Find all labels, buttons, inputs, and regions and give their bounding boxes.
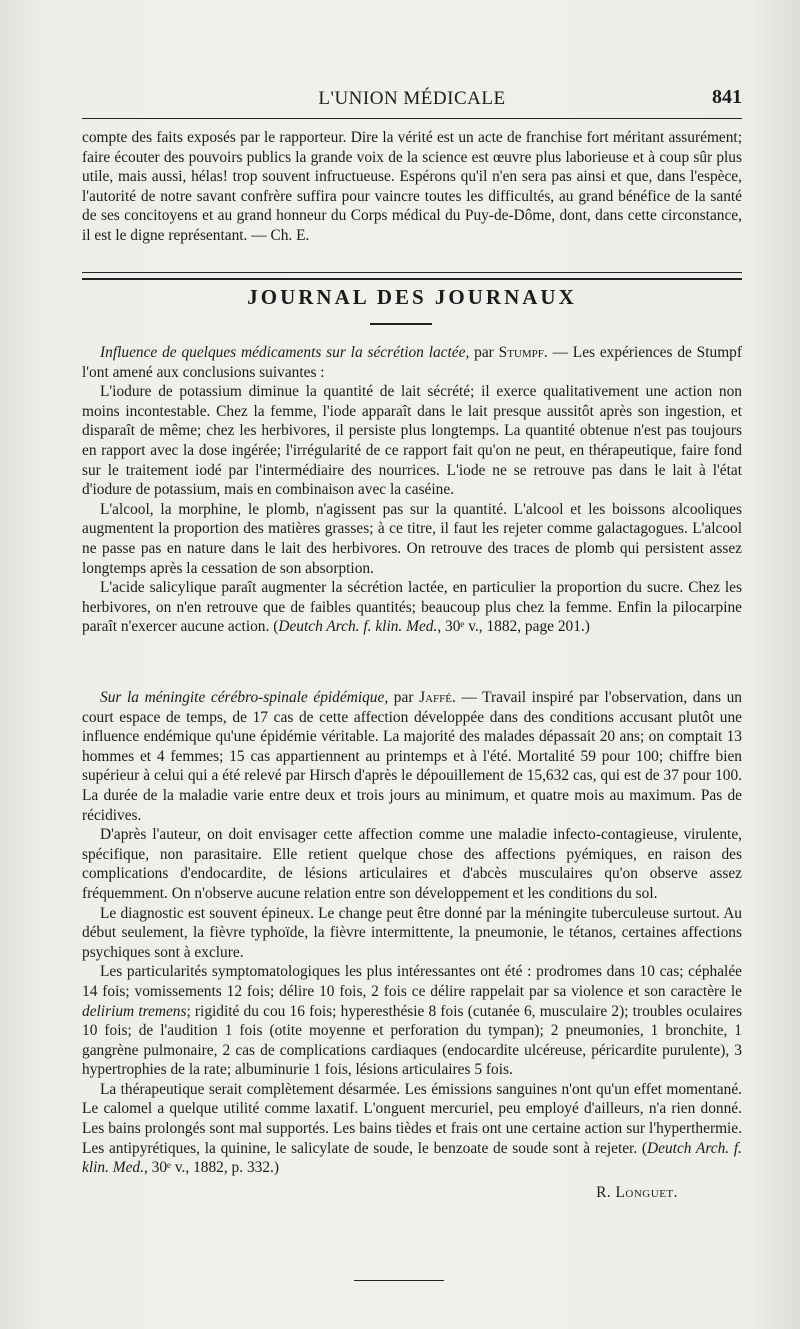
article-lactation	[82, 343, 742, 637]
section-title: JOURNAL DES JOURNAUX	[247, 285, 577, 309]
article-lactation-iodide: L'iodure de potassium diminue la quantité de lait sécrété; il exerce qualitativement une action non moins incontestable. Chez la femme, l'iode apparaît dans le lait presque aussitôt après son ingestion, et disparaît de même; chez les herbivores, il persiste plus longtemps. La quantité obtenue n'est pas toujours en rapport avec la dose ingérée; l'irrégularité de ce rapport fait qu'on ne peut, en thérapeutique, faire fond sur le traitement iodé par l'intermédiaire des nourrices. L'iode ne se retrouve pas dans le lait à l'état d'iodure de potassium, mais en combinaison avec la caséine.	[82, 383, 742, 499]
article-meningitis-nature: D'après l'auteur, on doit envisager cette affection comme une maladie infecto-contagieuse, virulente, spécifique, non parasitaire. Elle retient quelque chose des affections pyémiques, en raison des complications d'endocardite, de lésions articulaires et d'abcès musculaires qu'on observe assez fréquemment. On n'observe aucune relation entre son développement et les conditions du sol.	[82, 826, 742, 902]
article-meningitis-diagnosis: Le diagnostic est souvent épineux. Le change peut être donné par la méningite tuberculeuse surtout. Au début seulement, la fièvre typhoïde, la fièvre intermittente, la pneumonie, le tétanos, certaines affections psychiques sont à exclure.	[82, 904, 742, 961]
article-meningitis-by: par	[393, 689, 414, 706]
article-lactation-lead	[82, 343, 742, 382]
running-title: L'UNION MÉDICALE	[318, 88, 506, 109]
article-lactation-reference-end: , 30ᵉ v., 1882, page 201.)	[437, 618, 590, 636]
page-header	[82, 82, 742, 122]
intro-paragraph: compte des faits exposés par le rapporteur. Dire la vérité est un acte de franchise fort méritant assurément; faire écouter des pouvoirs publics la grande voix de la science est œuvre plus laborieuse et à coup sûr plus utile, mais aussi, hélas! trop souvent infructueuse. Espérons qu'il n'en sera pas ainsi et que, dans l'espèce, l'autorité de notre savant confrère suffira pour vaincre toutes les difficultés, au grand bénéfice de la santé de ses concitoyens et au grand honneur du Corps médical du Puy-de-Dôme, dont, dans cette circonstance, il est le digne représentant. — Ch. E.	[82, 129, 742, 244]
article-meningitis-title: Sur la méningite cérébro-spinale épidémique,	[100, 689, 389, 706]
article-meningitis-therapy-text: La thérapeutique serait complètement désarmée. Les émissions sanguines n'ont qu'un effet momentané. Le calomel a quelque utilité comme laxatif. L'onguent mercuriel, peu employé d'ailleurs, n'a rien donné. Les bains prolongés sont mal supportés. Les bains tièdes et frais ont une certaine action sur l'hyperthermie. Les antipyrétiques, la quinine, le salicylate de soude, le benzoate de soude sont à rejeter. (	[82, 1080, 742, 1157]
article-lactation-title: Influence de quelques médicaments sur la sécrétion lactée,	[100, 344, 470, 361]
article-lactation-reference: Deutch Arch. f. klin. Med.	[278, 618, 438, 636]
section-rule-thin	[82, 272, 742, 273]
page-number: 841	[712, 86, 742, 108]
article-lactation-lead-text: . — Les expériences de Stumpf l'ont amené aux conclusions suivantes :	[82, 344, 742, 381]
article-meningitis-symptoms	[82, 962, 742, 1080]
article-lactation-salicylic-text: L'acide salicylique paraît augmenter la sécrétion lactée, en particulier la proportion du sucre. Chez les herbivores, on n'en retrouve que de faibles quantités; beaucoup plus chez la femme. Enfin la pilocarpine paraît n'exercer aucune action. (	[82, 579, 742, 636]
article-meningitis-lead	[82, 688, 742, 825]
intro-block	[82, 128, 742, 246]
article-meningitis-symptoms-b: ; rigidité du cou 16 fois; hyperesthésie 8 fois (cutanée 6, musculaire 2); troubles oculaires 10 fois; de l'audition 1 fois (otite moyenne et perforation du tympan); 2 pneumonies, 1 bronchite, 1 gangrène pulmonaire, 2 cas de complications cardiaques (endocardite ulcéreuse, péricardite purulente), 3 hypertrophies de la rate; albuminurie 1 fois, lésions articulaires 5 fois.	[82, 1002, 742, 1079]
end-rule	[354, 1280, 444, 1281]
article-meningitis	[82, 688, 742, 1202]
article-meningitis-delirium: delirium tremens	[82, 1002, 187, 1020]
article-meningitis-reference-end: , 30ᵉ v., 1882, p. 332.)	[143, 1159, 280, 1177]
section-rule-thick	[82, 278, 742, 280]
article-lactation-by: par	[474, 344, 494, 361]
article-meningitis-lead-text: . — Travail inspiré par l'observation, dans un court espace de temps, de 17 cas de cette affection développée dans des conditions accusant plutôt une influence endémique qu'une épidémie véritable. La majorité des malades dépassait 20 ans; on comptait 13 hommes et 4 femmes; 15 cas appartiennent au printemps et à l'été. Mortalité 59 pour 100; chiffre bien supérieur à celui qui a été relevé par Hirsch d'après le dépouillement de 15,632 cas, qui est de 37 pour 100. La durée de la maladie varie entre deux et trois jours au minimum, et quatre mois au maximum. Pas de récidives.	[82, 689, 742, 824]
article-lactation-salicylic	[82, 578, 742, 637]
article-lactation-alcohol: L'alcool, la morphine, le plomb, n'agissent pas sur la quantité. L'alcool et les boissons alcooliques augmentent la proportion des matières grasses; à ce titre, il faut les rejeter comme galactagogues. L'alcool ne passe pas en nature dans le lait des herbivores. On retrouve des traces de plomb qui persistent assez longtemps après la cessation de son absorption.	[82, 500, 742, 577]
article-lactation-author: Stumpf	[498, 344, 544, 361]
header-rule	[82, 118, 742, 119]
section-title-underline	[370, 323, 432, 325]
article-meningitis-signature	[82, 1184, 742, 1202]
signature-text: R. Longuet.	[596, 1183, 678, 1201]
article-meningitis-therapy	[82, 1080, 742, 1178]
article-meningitis-reference: Deutch Arch. f. klin. Med.	[82, 1139, 742, 1177]
article-meningitis-symptoms-a: Les particularités symptomatologiques les plus intéressantes ont été : prodromes dans 10 cas; céphalée 14 fois; vomissements 12 fois; délire 10 fois, 2 fois ce délire rappelait par sa violence et son caractère le	[82, 963, 742, 1000]
article-meningitis-author: Jaffé	[419, 689, 452, 706]
